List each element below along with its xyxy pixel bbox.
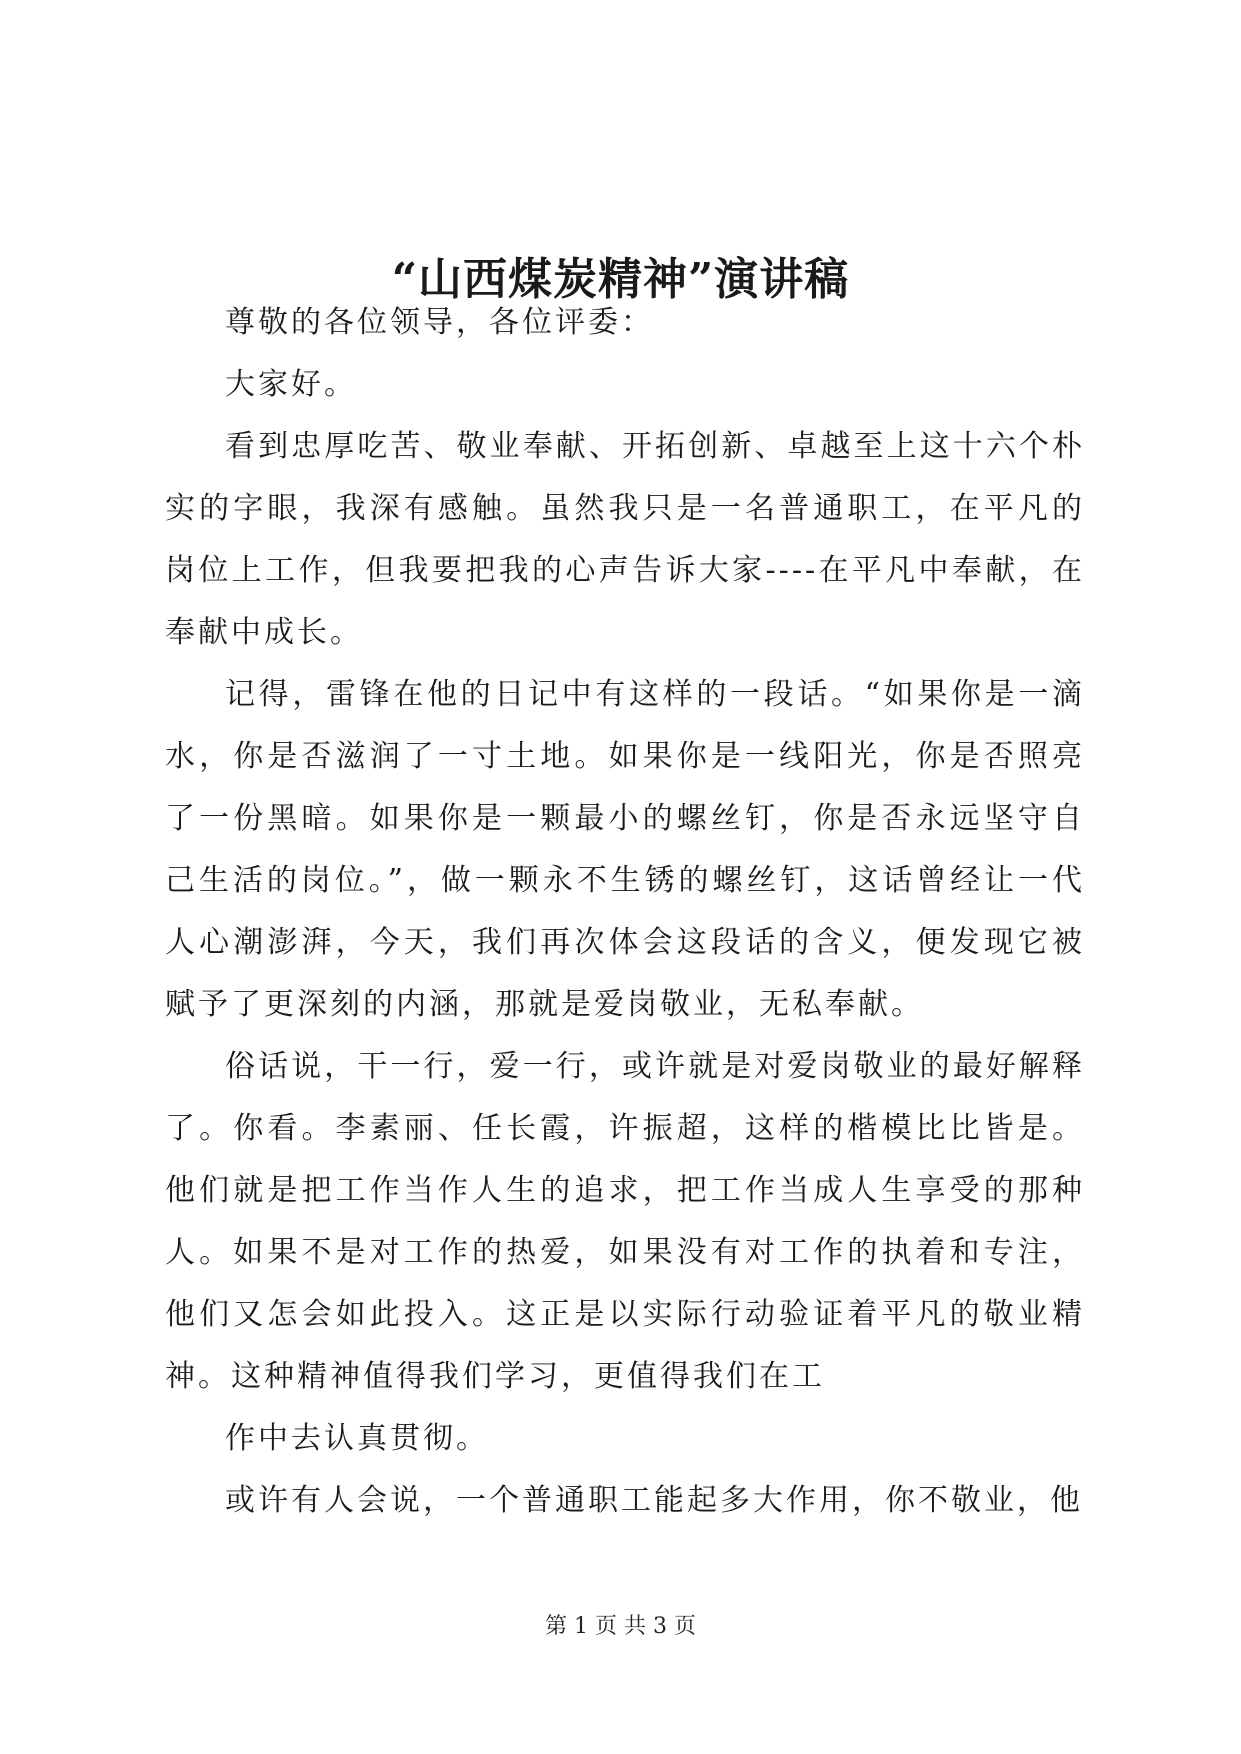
page-footer xyxy=(0,1612,1241,1642)
page-number: 第 1 页 共 3 页 xyxy=(545,1614,696,1639)
body-paragraph: 或许有人会说，一个普通职工能起多大作用，你不敬业，他 xyxy=(225,1483,1083,1518)
body-paragraph: 看到忠厚吃苦、敬业奉献、开拓创新、卓越至上这十六个朴实的字眼，我深有感触。虽然我只是一名普通职工，在平凡的岗位上工作，但我要把我的心声告诉大家----在平凡中奉献，在奉献中成长。 xyxy=(165,429,1085,650)
body-paragraph: 记得，雷锋在他的日记中有这样的一段话。“如果你是一滴水，你是否滋润了一寸土地。如果你是一线阳光，你是否照亮了一份黑暗。如果你是一颗最小的螺丝钉，你是否永远坚守自己生活的岗位。”，做一颗永不生锈的螺丝钉，这话曾经让一代人心潮澎湃，今天，我们再次体会这段话的含义，便发现它被赋予了更深刻的内涵，那就是爱岗敬业，无私奉献。 xyxy=(165,677,1085,1022)
greeting-paragraph: 尊敬的各位领导，各位评委： xyxy=(225,305,654,340)
document-body xyxy=(165,292,1085,1532)
hello-paragraph: 大家好。 xyxy=(225,367,357,402)
body-paragraph: 作中去认真贯彻。 xyxy=(225,1421,489,1456)
document-title: “山西煤炭精神”演讲稿 xyxy=(391,254,850,306)
body-paragraph: 俗话说，干一行，爱一行，或许就是对爱岗敬业的最好解释了。你看。李素丽、任长霞，许振超，这样的楷模比比皆是。他们就是把工作当作人生的追求，把工作当成人生享受的那种人。如果不是对工作的热爱，如果没有对工作的执着和专注，他们又怎会如此投入。这正是以实际行动验证着平凡的敬业精神。这种精神值得我们学习，更值得我们在工 xyxy=(165,1049,1085,1394)
